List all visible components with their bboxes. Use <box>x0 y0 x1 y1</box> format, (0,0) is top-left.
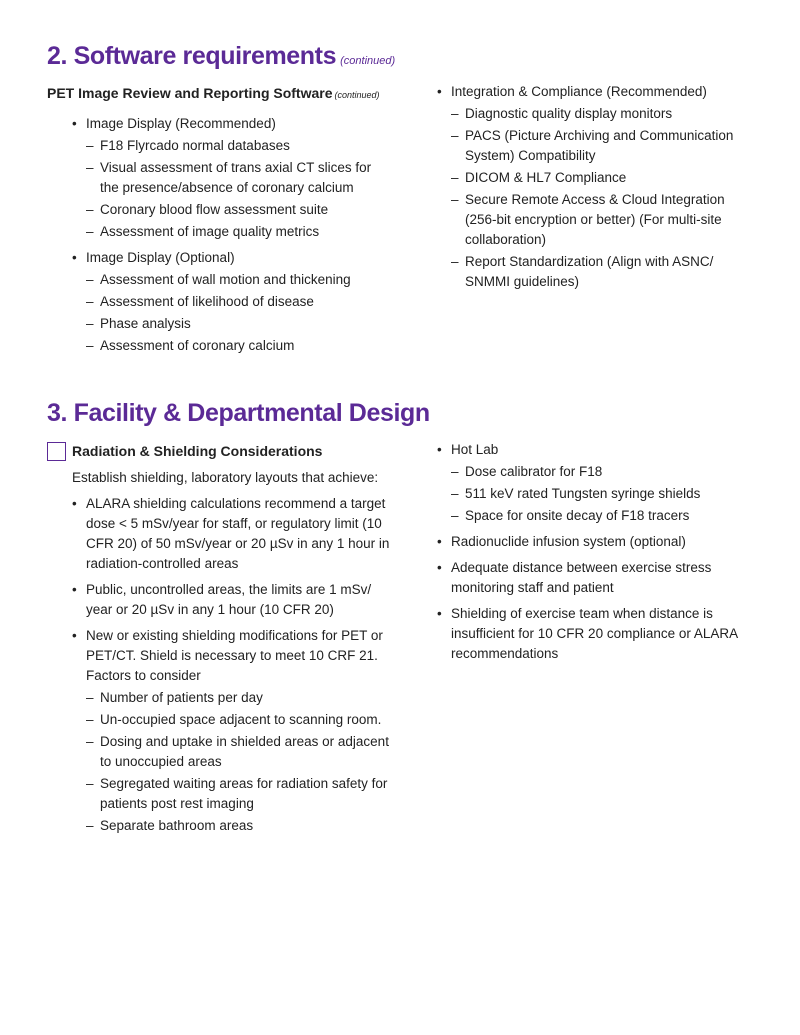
sub-list-item: – Assessment of likelihood of disease <box>86 292 392 312</box>
checkbox[interactable] <box>47 442 66 461</box>
sub-list-item: – Diagnostic quality display monitors <box>451 104 752 124</box>
list-item <box>437 440 752 526</box>
sub-list-item: – Separate bathroom areas <box>86 816 392 836</box>
list-item <box>437 82 752 292</box>
radiation-subheading-text: Radiation & Shielding Considerations <box>72 443 323 459</box>
list-item <box>72 114 392 242</box>
sub-list-item: – Un-occupied space adjacent to scanning room. <box>86 710 392 730</box>
list-item: • Shielding of exercise team when distance is insufficient for 10 CFR 20 compliance or ALARA recommendations <box>437 604 752 664</box>
software-left-list <box>72 114 392 356</box>
sub-list-item: – Secure Remote Access & Cloud Integration (256-bit encryption or better) (For multi-site collaboration) <box>451 190 752 250</box>
sub-list-item: – Assessment of wall motion and thickening <box>86 270 392 290</box>
sub-list-item: – Segregated waiting areas for radiation safety for patients post rest imaging <box>86 774 392 814</box>
list-item: • Adequate distance between exercise stress monitoring staff and patient <box>437 558 752 598</box>
sub-list <box>86 136 392 242</box>
sub-list <box>451 104 752 292</box>
sub-list-item: – Assessment of coronary calcium <box>86 336 392 356</box>
sub-list-item: – Visual assessment of trans axial CT slices for the presence/absence of coronary calcium <box>86 158 392 198</box>
list-item: • Radionuclide infusion system (optional) <box>437 532 752 552</box>
section-3-left-column <box>47 440 392 838</box>
sub-list-item: – 511 keV rated Tungsten syringe shields <box>451 484 752 504</box>
hot-lab-label: Hot Lab <box>451 442 499 457</box>
radiation-right-list <box>437 440 752 664</box>
section-2-continued: (continued) <box>340 55 396 67</box>
software-subheading <box>47 82 392 106</box>
group-label: Image Display (Optional) <box>86 250 235 265</box>
sub-list-item: – Report Standardization (Align with ASNC/ SNMMI guidelines) <box>451 252 752 292</box>
radiation-left-list <box>72 494 392 836</box>
section-3-right-column <box>432 440 752 664</box>
sub-list <box>86 270 392 356</box>
factors-list <box>86 688 392 836</box>
section-2-title-text: 2. Software requirements <box>47 42 337 70</box>
software-right-list <box>437 82 752 292</box>
intro-text: Establish shielding, laboratory layouts that achieve: <box>72 470 379 485</box>
list-item <box>72 248 392 356</box>
group-label: Integration & Compliance (Recommended) <box>451 84 707 99</box>
sub-list-item: – Dosing and uptake in shielded areas or adjacent to unoccupied areas <box>86 732 392 772</box>
section-2-right-column <box>432 82 752 294</box>
list-item <box>72 626 392 836</box>
group-label: Image Display (Recommended) <box>86 116 276 131</box>
software-subheading-text: PET Image Review and Reporting Software <box>47 85 333 101</box>
sub-list-item: – DICOM & HL7 Compliance <box>451 168 752 188</box>
sub-list-item: – Space for onsite decay of F18 tracers <box>451 506 752 526</box>
list-item: • Public, uncontrolled areas, the limits are 1 mSv/ year or 20 µSv in any 1 hour (10 CFR 20) <box>72 580 392 620</box>
section-2-left-column <box>47 82 392 358</box>
software-subheading-continued: (continued) <box>334 90 380 100</box>
section-2-title <box>47 42 395 71</box>
sub-list-item: – Number of patients per day <box>86 688 392 708</box>
sub-list-item: – Assessment of image quality metrics <box>86 222 392 242</box>
list-item: • ALARA shielding calculations recommend a target dose < 5 mSv/year for staff, or regulatory limit (10 CFR 20) of 50 mSv/year or 20 µSv in any 1 hour in radiation-controlled areas <box>72 494 392 574</box>
sub-list-item: – Phase analysis <box>86 314 392 334</box>
factors-label: New or existing shielding modifications for PET or PET/CT. Shield is necessary to meet 10 CRF 21. Factors to consider <box>86 628 383 683</box>
sub-list-item: – PACS (Picture Archiving and Communication System) Compatibility <box>451 126 752 166</box>
sub-list-item: – F18 Flyrcado normal databases <box>86 136 392 156</box>
sub-list-item: – Dose calibrator for F18 <box>451 462 752 482</box>
section-3-title: 3. Facility & Departmental Design <box>47 399 430 427</box>
radiation-subheading <box>47 440 392 462</box>
hot-lab-list <box>451 462 752 526</box>
sub-list-item: – Coronary blood flow assessment suite <box>86 200 392 220</box>
